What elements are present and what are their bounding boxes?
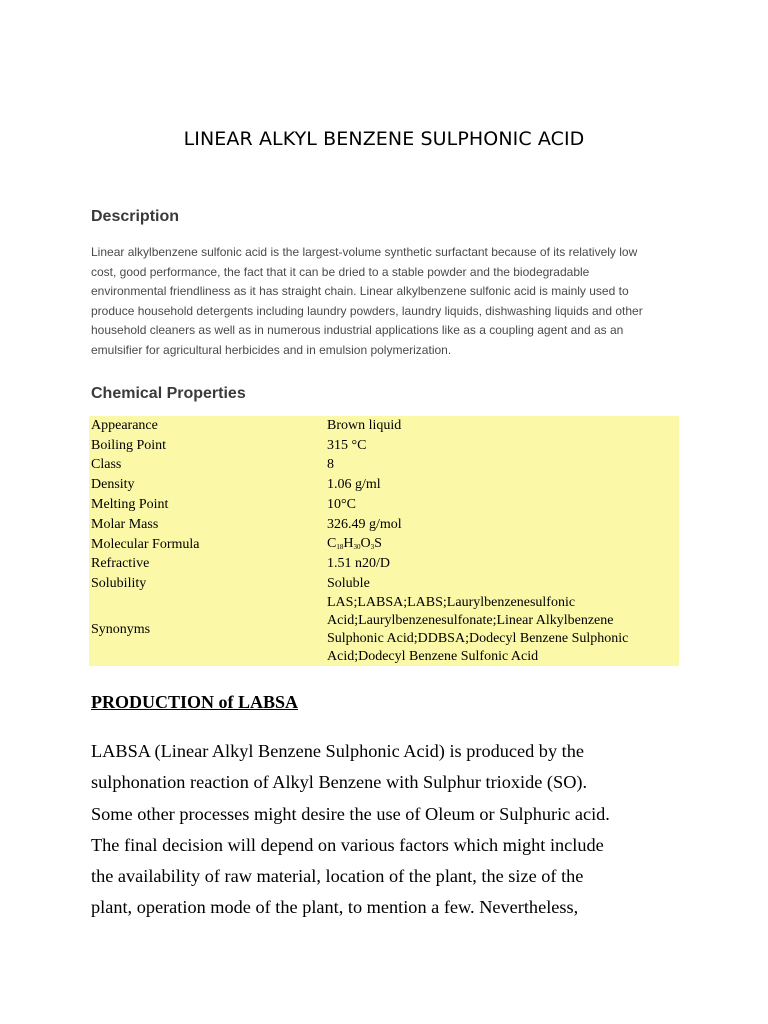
production-heading: PRODUCTION of LABSA (91, 692, 299, 712)
description-line: environmental friendliness as it has straight chain. Linear alkylbenzene sulfonic acid is mainly used to (91, 284, 629, 298)
description-line: produce household detergents including laundry powders, laundry liquids, dishwashing liquids and other (91, 303, 643, 318)
synonyms-line: Acid;Dodecyl Benzene Sulfonic Acid (327, 649, 539, 665)
property-label: Molecular Formula (91, 536, 200, 552)
property-value: 315 °C (327, 437, 367, 453)
table-row (89, 495, 679, 515)
property-label: Class (91, 457, 122, 473)
property-value: 1.06 g/ml (327, 477, 381, 493)
description-heading: Description (91, 208, 180, 225)
description-paragraph (91, 243, 681, 360)
table-row (89, 555, 679, 575)
chemical-properties-heading: Chemical Properties (91, 385, 246, 402)
production-line: The final decision will depend on various factors which might include (91, 834, 604, 855)
property-value: Brown liquid (327, 417, 402, 433)
table-row (89, 574, 679, 594)
table-row (89, 416, 679, 436)
production-paragraph (91, 736, 691, 924)
formula-element-c: C (327, 536, 337, 552)
property-label: Appearance (91, 417, 158, 433)
formula-subscript-c: 18 (336, 543, 344, 552)
description-line: Linear alkylbenzene sulfonic acid is the largest-volume synthetic surfactant because of its relatively low (91, 245, 638, 259)
formula-subscript-h: 30 (353, 543, 361, 552)
document-title: LINEAR ALKYL BENZENE SULPHONIC ACID (183, 128, 585, 150)
table-row-synonyms (89, 594, 679, 666)
table-row (89, 515, 679, 535)
property-value: 1.51 n20/D (327, 556, 390, 572)
molecular-formula-value (325, 535, 679, 555)
chemical-properties-table (89, 416, 679, 666)
description-line: cost, good performance, the fact that it can be dried to a stable powder and the biodegradable (91, 264, 590, 279)
formula-element-s: S (374, 536, 382, 552)
table-row (89, 535, 679, 555)
property-label: Solubility (91, 576, 147, 592)
synonyms-line: Acid;Laurylbenzenesulfonate;Linear Alkylbenzene (327, 613, 614, 629)
formula-element-o: O (360, 536, 371, 552)
property-value: 8 (327, 457, 334, 473)
production-line: LABSA (Linear Alkyl Benzene Sulphonic Acid) is produced by the (91, 741, 584, 761)
formula-element-h: H (343, 536, 354, 552)
synonyms-line: Sulphonic Acid;DDBSA;Dodecyl Benzene Sulphonic (327, 631, 629, 647)
synonyms-value (325, 594, 679, 666)
property-label: Synonyms (91, 622, 151, 638)
table-row (89, 456, 679, 476)
property-label: Density (91, 477, 135, 493)
property-value: 326.49 g/mol (327, 516, 402, 532)
production-line: Some other processes might desire the use of Oleum or Sulphuric acid. (91, 803, 610, 824)
production-line: plant, operation mode of the plant, to mention a few. Nevertheless, (91, 897, 579, 918)
description-line: household cleaners as well as in numerous industrial applications like as a coupling agent and as an (91, 323, 624, 337)
formula-subscript-o: 3 (370, 543, 375, 552)
table-row (89, 475, 679, 495)
production-line: the availability of raw material, location of the plant, the size of the (91, 866, 584, 887)
property-label: Molar Mass (91, 516, 159, 532)
property-label: Melting Point (91, 497, 169, 513)
production-line: sulphonation reaction of Alkyl Benzene with Sulphur trioxide (SO). (91, 772, 588, 793)
property-value: Soluble (327, 576, 370, 592)
property-value: 10°C (327, 497, 356, 513)
table-row (89, 436, 679, 456)
description-line: emulsifier for agricultural herbicides and in emulsion polymerization. (91, 342, 452, 357)
synonyms-line: LAS;LABSA;LABS;Laurylbenzenesulfonic (327, 595, 576, 611)
property-label: Boiling Point (91, 437, 167, 453)
property-label: Refractive (91, 556, 150, 572)
